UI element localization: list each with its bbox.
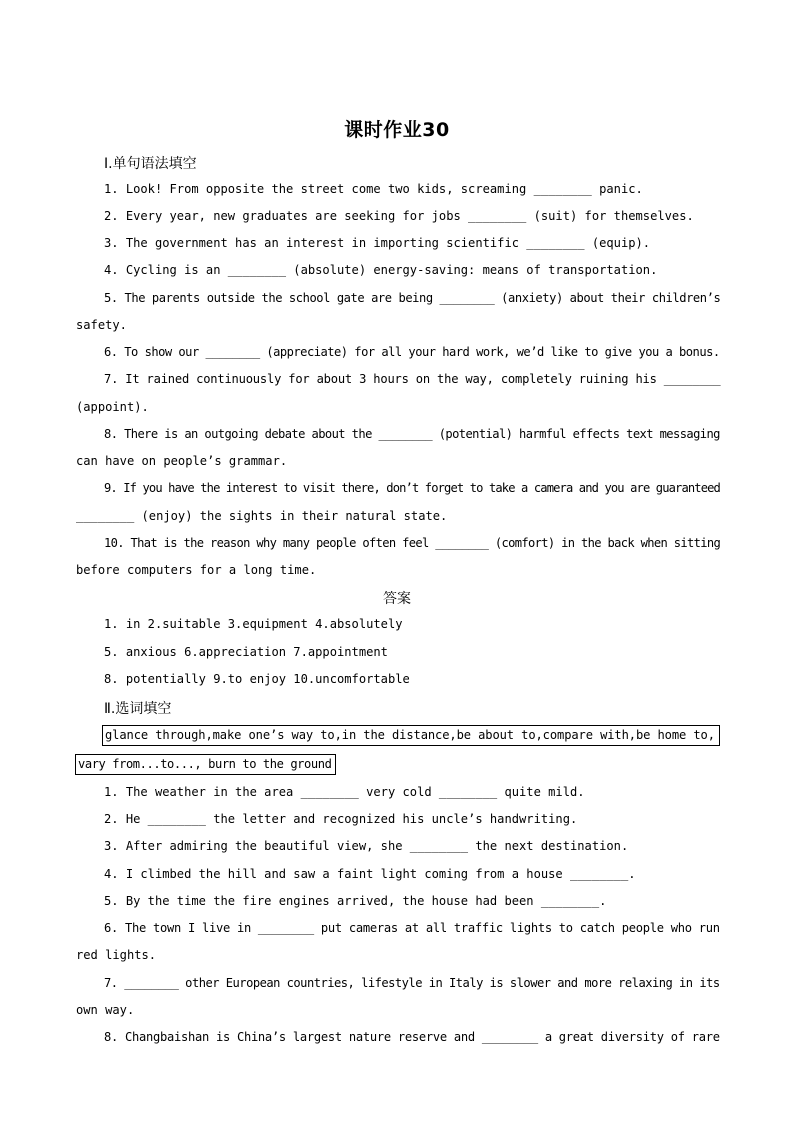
page-title: 课时作业30 xyxy=(344,119,450,141)
question-line: before computers for a long time. xyxy=(76,563,317,577)
question-line: 4. Cycling is an ________ (absolute) energy-saving: means of transportation. xyxy=(104,263,658,277)
question-line: (appoint). xyxy=(76,400,149,414)
question-line: 6. To show our ________ (appreciate) for all your hard work, we’d like to give you a bonus. xyxy=(104,345,720,359)
question-line: 4. I climbed the hill and saw a faint light coming from a house ________. xyxy=(104,867,636,881)
question-line: 8. Changbaishan is China’s largest nature reserve and ________ a great diversity of rare xyxy=(104,1030,720,1044)
question-line: 7. ________ other European countries, lifestyle in Italy is slower and more relaxing in its xyxy=(104,976,720,990)
answers-label: 答案 xyxy=(383,591,411,607)
answer-line: 8. potentially 9.to enjoy 10.uncomfortable xyxy=(104,672,410,686)
question-line: safety. xyxy=(76,318,127,332)
question-line: 5. The parents outside the school gate are being ________ (anxiety) about their children’s xyxy=(104,291,721,305)
question-line: 8. There is an outgoing debate about the ________ (potential) harmful effects text messaging xyxy=(104,427,720,441)
word-bank-box-line-2: vary from...to..., burn to the ground xyxy=(75,754,336,775)
question-line: 3. After admiring the beautiful view, she ________ the next destination. xyxy=(104,839,629,853)
question-line: 5. By the time the fire engines arrived, the house had been ________. xyxy=(104,894,607,908)
question-line: can have on people’s grammar. xyxy=(76,454,288,468)
question-line: 3. The government has an interest in importing scientific ________ (equip). xyxy=(104,236,651,250)
question-line: 10. That is the reason why many people often feel ________ (comfort) in the back when sitting xyxy=(104,536,721,550)
question-line: 9. If you have the interest to visit there, don’t forget to take a camera and you are guaranteed xyxy=(104,481,720,495)
question-line: 2. Every year, new graduates are seeking for jobs ________ (suit) for themselves. xyxy=(104,209,694,223)
section-1-heading: Ⅰ.单句语法填空 xyxy=(104,156,197,172)
question-line: 1. The weather in the area ________ very cold ________ quite mild. xyxy=(104,785,585,799)
question-line: ________ (enjoy) the sights in their natural state. xyxy=(76,509,448,523)
question-line: 2. He ________ the letter and recognized his uncle’s handwriting. xyxy=(104,812,578,826)
question-line: red lights. xyxy=(76,948,157,962)
question-line: own way. xyxy=(76,1003,135,1017)
answer-line: 1. in 2.suitable 3.equipment 4.absolutely xyxy=(104,617,403,631)
question-line: 7. It rained continuously for about 3 hours on the way, completely ruining his ________ xyxy=(104,372,721,386)
section-2-heading: Ⅱ.选词填空 xyxy=(104,701,172,717)
question-line: 1. Look! From opposite the street come two kids, screaming ________ panic. xyxy=(104,182,643,196)
question-line: 6. The town I live in ________ put cameras at all traffic lights to catch people who run xyxy=(104,921,720,935)
word-bank-box-line-1: glance through,make one’s way to,in the distance,be about to,compare with,be home to, xyxy=(102,725,720,746)
answer-line: 5. anxious 6.appreciation 7.appointment xyxy=(104,645,388,659)
